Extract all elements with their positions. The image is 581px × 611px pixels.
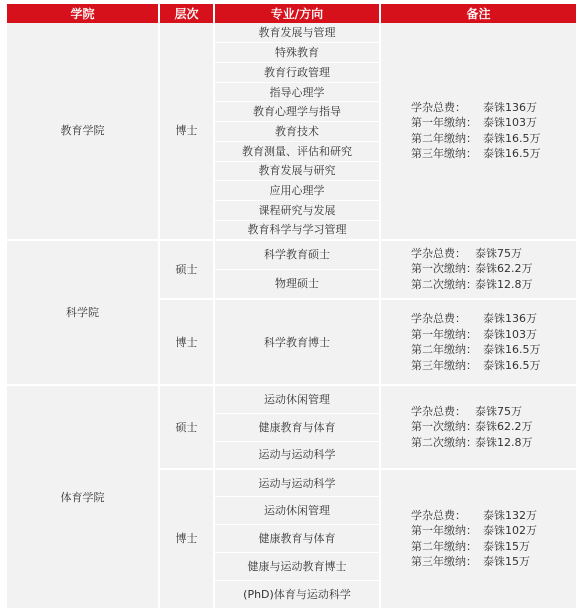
major-item: 科学教育博士 (214, 299, 380, 386)
major-item: 教育技术 (214, 122, 380, 142)
level-sports-doctor: 博士 (159, 469, 214, 608)
college-sports: 体育学院 (7, 385, 159, 608)
program-table (7, 4, 576, 608)
major-item: 课程研究与发展 (214, 200, 380, 220)
major-item: 运动与运动科学 (214, 441, 380, 469)
major-item: 健康教育与体育 (214, 524, 380, 552)
level-science-doctor: 博士 (159, 299, 214, 386)
major-item: 健康与运动教育博士 (214, 552, 380, 580)
level-science-master: 硕士 (159, 240, 214, 299)
major-item: 健康教育与体育 (214, 413, 380, 441)
header-college: 学院 (7, 4, 159, 23)
header-major: 专业/方向 (214, 4, 380, 23)
major-item: 运动休闲管理 (214, 497, 380, 525)
major-item: 物理硕士 (214, 269, 380, 298)
major-item: 应用心理学 (214, 181, 380, 201)
fee-note-science-master: 学杂总费： 泰铢75万 第一次缴纳： 泰铢62.2万 第二次缴纳： 泰铢12.8万 (380, 240, 576, 299)
major-item: 运动休闲管理 (214, 385, 380, 413)
fee-note-sports-master: 学杂总费： 泰铢75万 第一次缴纳： 泰铢62.2万 第二次缴纳： 泰铢12.8万 (380, 385, 576, 468)
level-education-doctor: 博士 (159, 23, 214, 240)
header-row (7, 4, 576, 23)
fee-note-science-doctor: 学杂总费： 泰铢136万 第一年缴纳： 泰铢103万 第二年缴纳： 泰铢16.5万 第三年缴纳： 泰铢16.5万 (380, 299, 576, 386)
header-note: 备注 (380, 4, 576, 23)
major-item: 运动与运动科学 (214, 469, 380, 497)
fee-note-education: 学杂总费： 泰铢136万 第一年缴纳： 泰铢103万 第二年缴纳： 泰铢16.5万 第三年缴纳： 泰铢16.5万 (380, 23, 576, 240)
major-item: 指导心理学 (214, 82, 380, 102)
major-item: 教育测量、评估和研究 (214, 141, 380, 161)
major-item: 教育发展与研究 (214, 161, 380, 181)
header-level: 层次 (159, 4, 214, 23)
college-education: 教育学院 (7, 23, 159, 240)
major-item: 教育行政管理 (214, 62, 380, 82)
major-item: (PhD)体育与运动科学 (214, 580, 380, 608)
major-item: 教育发展与管理 (214, 23, 380, 43)
major-item: 特殊教育 (214, 43, 380, 63)
college-science: 科学院 (7, 240, 159, 386)
major-item: 科学教育硕士 (214, 240, 380, 269)
level-sports-master: 硕士 (159, 385, 214, 468)
fee-note-sports-doctor: 学杂总费： 泰铢132万 第一年缴纳： 泰铢102万 第二年缴纳： 泰铢15万 第三年缴纳： 泰铢15万 (380, 469, 576, 608)
major-item: 教育心理学与指导 (214, 102, 380, 122)
major-item: 教育科学与学习管理 (214, 220, 380, 240)
